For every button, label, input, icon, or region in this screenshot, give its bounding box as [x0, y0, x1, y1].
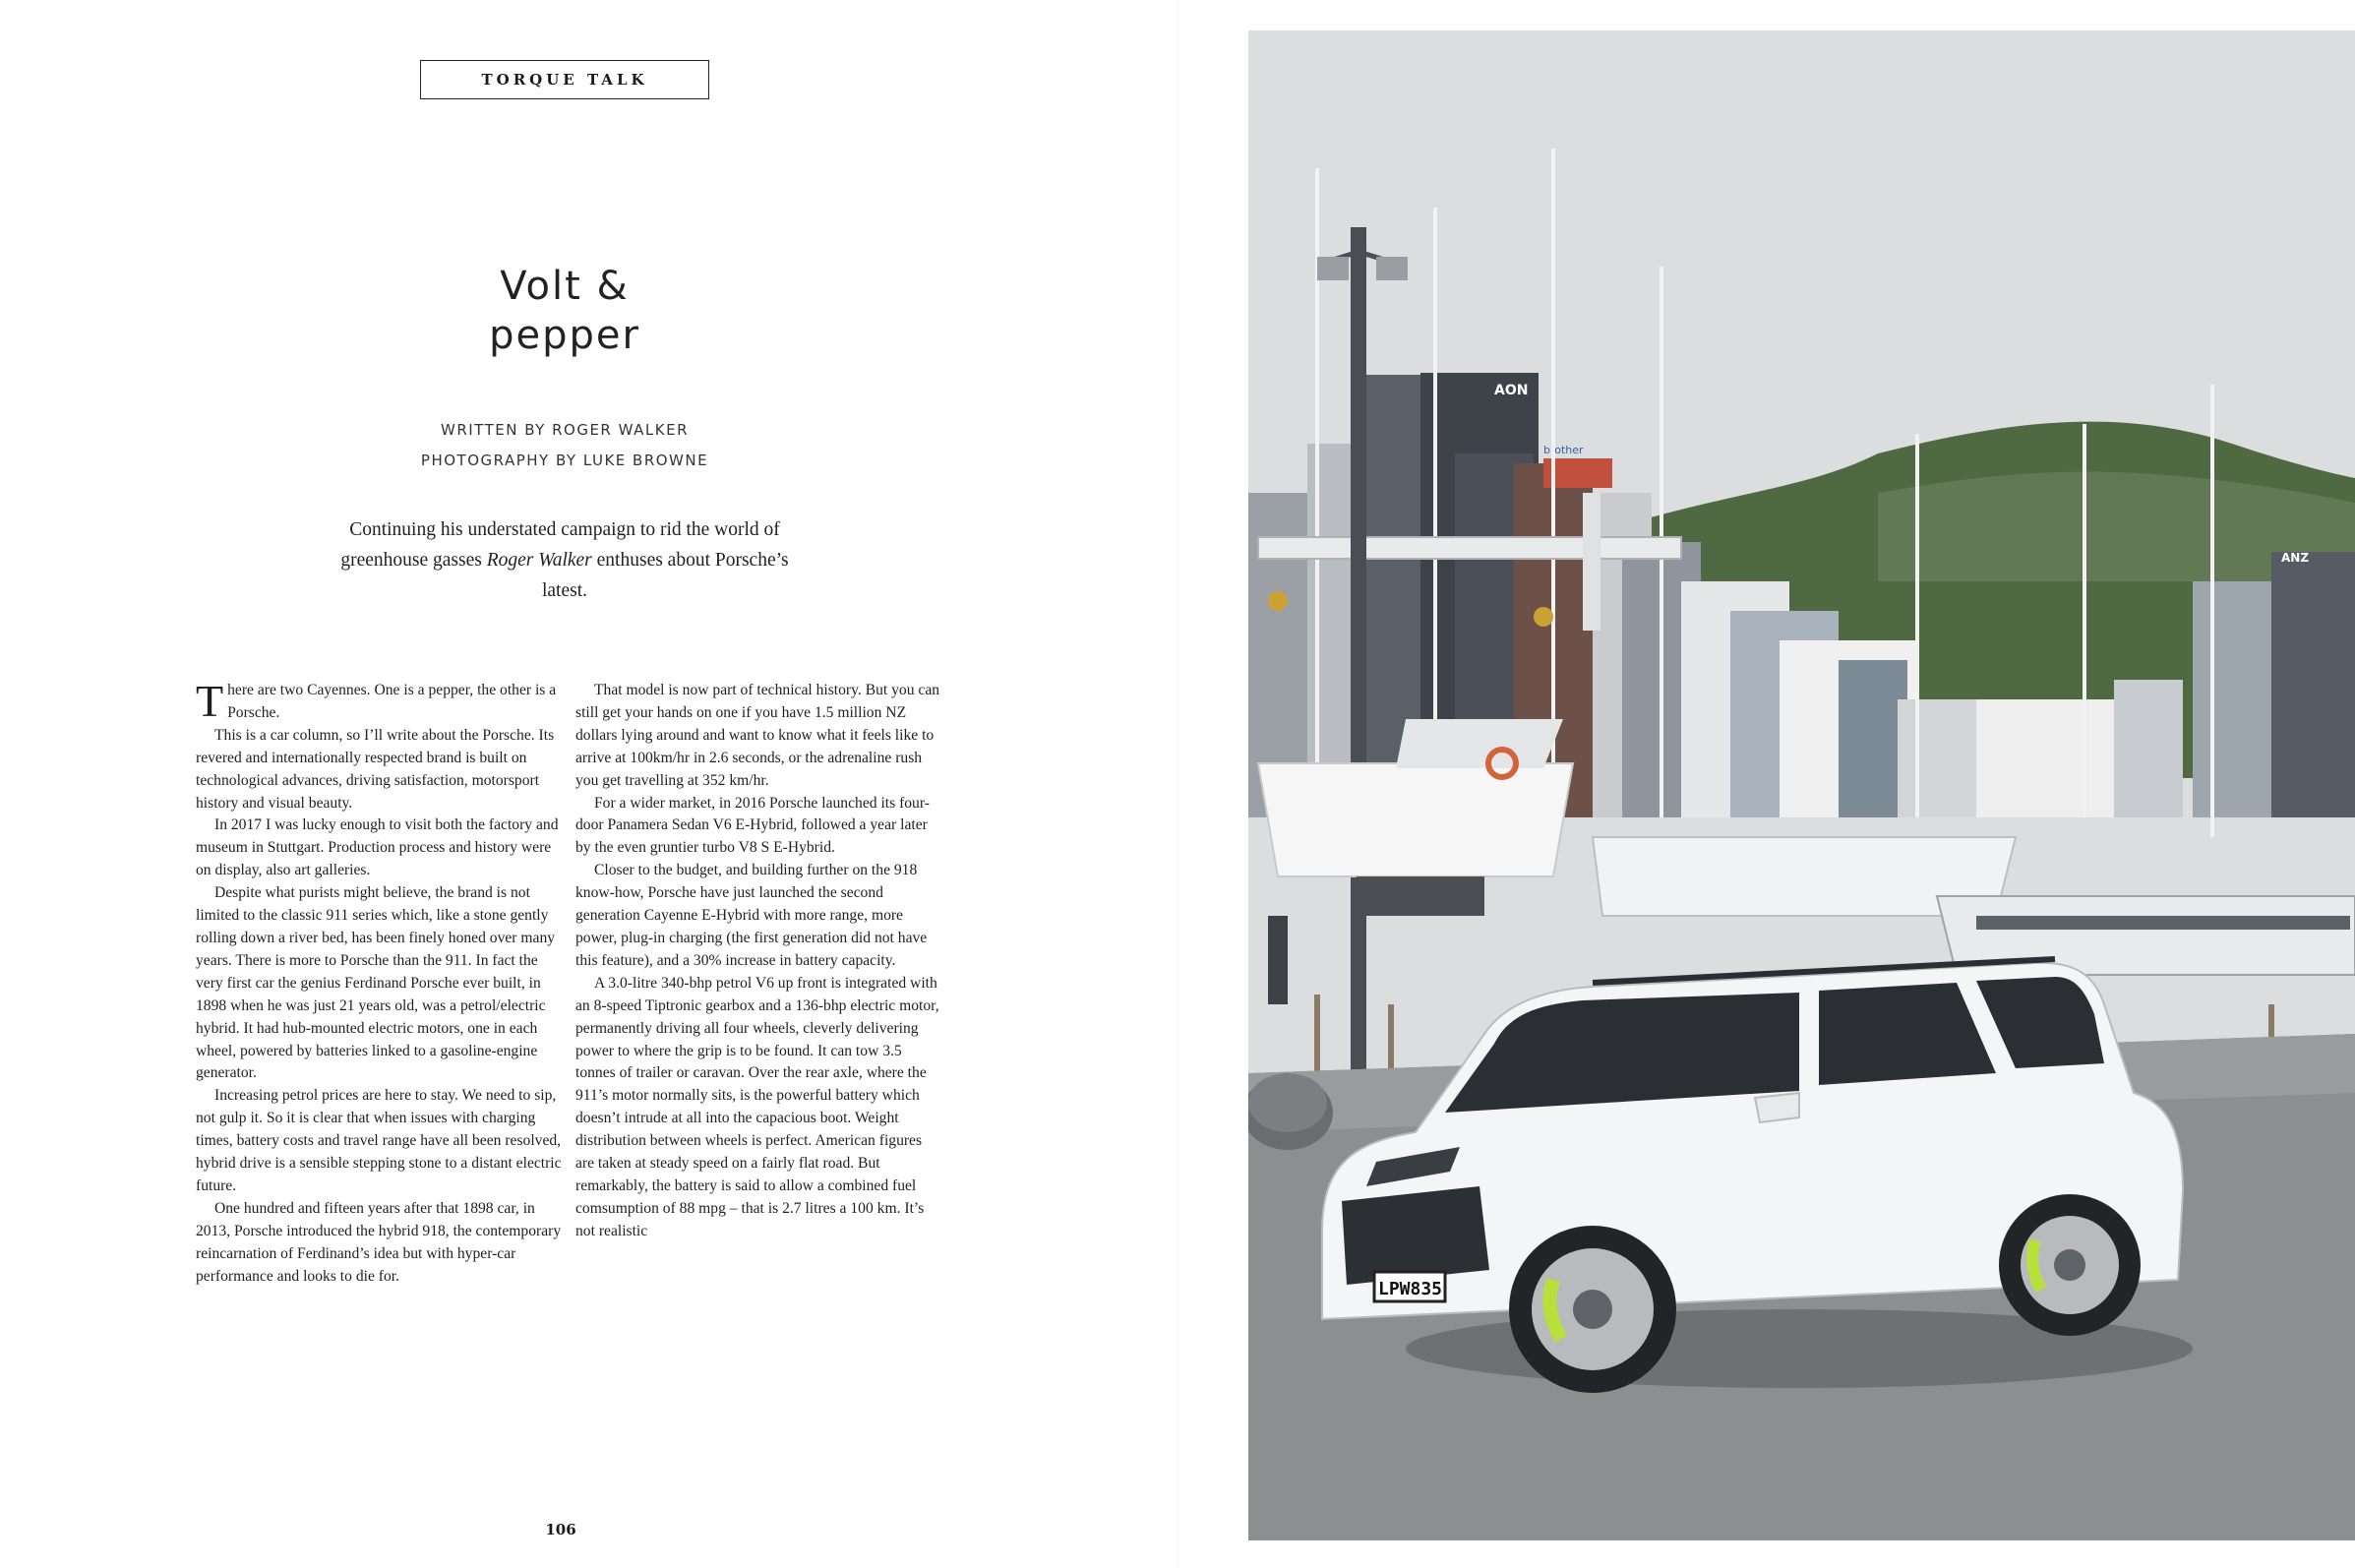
- paragraph: A 3.0-litre 340-bhp petrol V6 up front is integrated with an 8-speed Tiptronic gearbox and a 136-bhp electric motor, permanently driving all four wheels, cleverly delivering power to where the grip is to be found. It can tow 3.5 tonnes of trailer or caravan. Over the rear axle, where the 911’s motor normally sits, is the powerful battery which doesn’t intrude at all into the capacious boot. Weight distribution between wheels is perfect. American figures are taken at steady speed on a fairly flat road. But remarkably, the battery is said to allow a combined fuel comsumption of 88 mpg – that is 2.7 litres a 100 km. It’s not realistic: [575, 974, 939, 1239]
- paragraph: Closer to the budget, and building further on the 918 know-how, Porsche have just launched the second generation Cayenne E-Hybrid with more range, more power, plug-in charging (the first generation did not have this feature), and a 30% increase in battery capacity.: [575, 862, 928, 969]
- article-title: [374, 262, 755, 360]
- standfirst-author: Roger Walker: [486, 550, 592, 571]
- paragraph: Increasing petrol prices are here to stay. We need to sip, not gulp it. So it is clear that when issues with charging times, battery costs and travel range have all been resolved, hybrid drive is a sensible stepping stone to a distant electric future.: [196, 1087, 562, 1194]
- paragraph-text: here are two Cayennes. One is a pepper, the other is a Porsche.: [227, 682, 557, 721]
- paragraph: In 2017 I was lucky enough to visit both the factory and museum in Stuttgart. Production process and history were on display, also art galleries.: [196, 816, 559, 879]
- title-line-1: Volt &: [500, 264, 630, 309]
- paragraph: [196, 676, 562, 726]
- article-column-1: [196, 676, 562, 1288]
- brother-sign: brother: [1543, 444, 1584, 456]
- photography-credit: PHOTOGRAPHY BY LUKE BROWNE: [420, 452, 709, 469]
- paragraph: Despite what purists might believe, the brand is not limited to the classic 911 series which, like a stone gently rolling down a river bed, has been finely honed over many years. There is more to Porsche than the 911. In fact the very first car the genius Ferdinand Porsche ever built, in 1898 when he was just 21 years old, was a petrol/electric hybrid. It had hub-mounted electric motors, one in each wheel, powered by batteries linked to a gasoline-engine generator.: [196, 884, 556, 1082]
- writer-credit: WRITTEN BY ROGER WALKER: [441, 421, 689, 439]
- article-column-2: [575, 680, 941, 1243]
- page-number: 106: [545, 1521, 576, 1538]
- aon-sign: AON: [1494, 383, 1529, 398]
- paragraph: This is a car column, so I’ll write about the Porsche. Its revered and internationally respected brand is built on technological advances, driving satisfaction, motorsport history and visual beauty.: [196, 726, 555, 812]
- standfirst-text-2: enthuses about Porsche’s latest.: [541, 550, 789, 601]
- paragraph: For a wider market, in 2016 Porsche launched its four-door Panamera Sedan V6 E-Hybrid, followed a year later by the even gruntier turbo V8 S E-Hybrid.: [575, 794, 930, 857]
- drop-cap: T: [196, 676, 224, 726]
- gutter-shadow: [1177, 0, 1178, 1568]
- title-line-2: pepper: [489, 313, 640, 358]
- standfirst: [334, 514, 795, 606]
- paragraph: That model is now part of technical history. But you can still get your hands on one if you have 1.5 million NZ dollars lying around and want to know what it feels like to arrive at 100km/hr in 2.6 seconds, or the adrenaline rush you get travelling at 352 km/hr.: [575, 682, 940, 789]
- paragraph: One hundred and fifteen years after that 1898 car, in 2013, Porsche introduced the hybrid 918, the contemporary reincarnation of Ferdinand’s idea but with hyper-car performance and looks to die for.: [196, 1199, 562, 1285]
- harbour-scene-illustration: [1248, 30, 2355, 1540]
- credits: [374, 415, 755, 476]
- section-label: TORQUE TALK: [420, 60, 709, 99]
- car-photo: [1248, 30, 2355, 1540]
- anz-sign: ANZ: [2281, 551, 2310, 565]
- license-plate: LPW835: [1378, 1279, 1443, 1299]
- standfirst-text-1: Continuing his understated campaign to rid the world of greenhouse gasses: [340, 519, 780, 571]
